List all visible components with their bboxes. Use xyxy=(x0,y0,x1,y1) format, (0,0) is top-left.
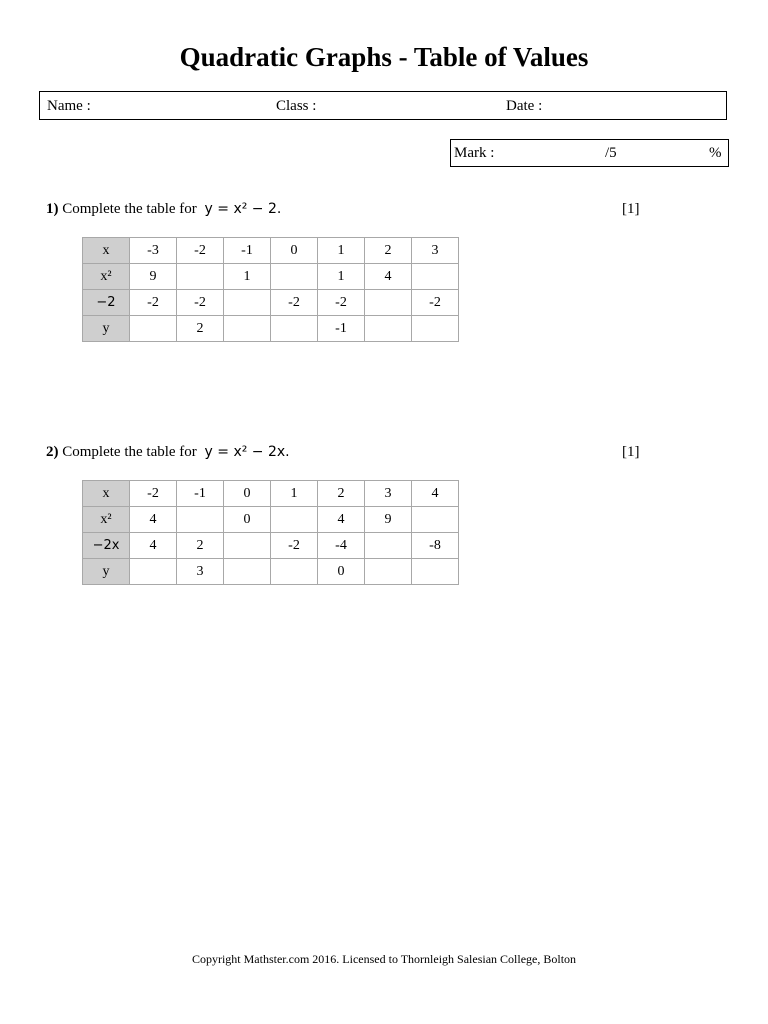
table-row xyxy=(83,533,459,559)
table-cell: 2 xyxy=(177,316,224,342)
table-cell xyxy=(177,264,224,290)
table-row xyxy=(83,507,459,533)
table-cell xyxy=(365,316,412,342)
table-row xyxy=(83,481,459,507)
table-cell: -2 xyxy=(271,533,318,559)
table-cell xyxy=(224,290,271,316)
table-cell: 3 xyxy=(365,481,412,507)
table-cell: -1 xyxy=(177,481,224,507)
question-number: 2) xyxy=(46,444,59,460)
table-cell: 4 xyxy=(130,533,177,559)
row-header: x² xyxy=(83,507,130,533)
table-cell: 1 xyxy=(271,481,318,507)
table-cell: 4 xyxy=(412,481,459,507)
table-cell: 0 xyxy=(224,481,271,507)
table-cell: -2 xyxy=(412,290,459,316)
table-cell: 2 xyxy=(365,238,412,264)
row-header: x xyxy=(83,238,130,264)
table-cell: -3 xyxy=(130,238,177,264)
question-2-marks: [1] xyxy=(622,444,640,460)
table-cell: -2 xyxy=(318,290,365,316)
mark-box xyxy=(450,139,729,167)
table-cell xyxy=(224,559,271,585)
table-of-values-2 xyxy=(82,480,459,585)
mark-out-of: /5 xyxy=(605,145,617,161)
table-of-values-1 xyxy=(82,237,459,342)
question-equation: y = x² − 2x. xyxy=(204,444,290,460)
mark-label: Mark : xyxy=(454,145,495,161)
table-cell: 0 xyxy=(271,238,318,264)
table-cell: 1 xyxy=(224,264,271,290)
table-cell xyxy=(365,533,412,559)
table-cell xyxy=(412,316,459,342)
table-cell: -1 xyxy=(318,316,365,342)
page-title: Quadratic Graphs - Table of Values xyxy=(179,42,589,72)
table-cell: 3 xyxy=(412,238,459,264)
question-1-marks: [1] xyxy=(622,201,640,217)
table-cell xyxy=(365,290,412,316)
table-cell: 1 xyxy=(318,238,365,264)
table-cell: 0 xyxy=(224,507,271,533)
table-cell xyxy=(412,507,459,533)
table-cell: -2 xyxy=(271,290,318,316)
table-cell: 2 xyxy=(177,533,224,559)
question-1 xyxy=(46,201,281,218)
row-header: −2 xyxy=(83,290,130,316)
table-cell: 4 xyxy=(318,507,365,533)
table-cell xyxy=(224,316,271,342)
question-equation: y = x² − 2. xyxy=(204,201,282,217)
row-header: y xyxy=(83,559,130,585)
row-header: y xyxy=(83,316,130,342)
row-header: x² xyxy=(83,264,130,290)
table-cell: 3 xyxy=(177,559,224,585)
table-row xyxy=(83,264,459,290)
table-cell: -2 xyxy=(130,481,177,507)
table-cell: 0 xyxy=(318,559,365,585)
table-cell: -8 xyxy=(412,533,459,559)
table-cell xyxy=(271,507,318,533)
student-info-box xyxy=(39,91,727,120)
table-cell xyxy=(271,264,318,290)
table-cell: -4 xyxy=(318,533,365,559)
row-header: x xyxy=(83,481,130,507)
table-cell xyxy=(224,533,271,559)
table-cell: -1 xyxy=(224,238,271,264)
table-row xyxy=(83,316,459,342)
question-2 xyxy=(46,444,290,461)
table-cell xyxy=(412,264,459,290)
table-cell xyxy=(130,316,177,342)
table-cell: -2 xyxy=(177,290,224,316)
table-row xyxy=(83,238,459,264)
table-cell xyxy=(130,559,177,585)
table-cell: 4 xyxy=(365,264,412,290)
name-label: Name : xyxy=(47,98,91,114)
table-cell xyxy=(365,559,412,585)
table-cell: -2 xyxy=(130,290,177,316)
table-cell xyxy=(271,316,318,342)
table-cell xyxy=(412,559,459,585)
table-row xyxy=(83,290,459,316)
question-number: 1) xyxy=(46,201,59,217)
question-text: Complete the table for xyxy=(62,444,197,460)
table-cell: 4 xyxy=(130,507,177,533)
question-text: Complete the table for xyxy=(62,201,197,217)
table-cell: 2 xyxy=(318,481,365,507)
mark-percent: % xyxy=(709,145,722,161)
table-cell xyxy=(177,507,224,533)
copyright-footer: Copyright Mathster.com 2016. Licensed to Thornleigh Salesian College, Bolton xyxy=(191,952,577,966)
table-cell xyxy=(271,559,318,585)
table-cell: 9 xyxy=(130,264,177,290)
table-cell: 9 xyxy=(365,507,412,533)
row-header: −2x xyxy=(83,533,130,559)
class-label: Class : xyxy=(276,98,317,114)
table-cell: -2 xyxy=(177,238,224,264)
table-row xyxy=(83,559,459,585)
table-cell: 1 xyxy=(318,264,365,290)
date-label: Date : xyxy=(506,98,543,114)
